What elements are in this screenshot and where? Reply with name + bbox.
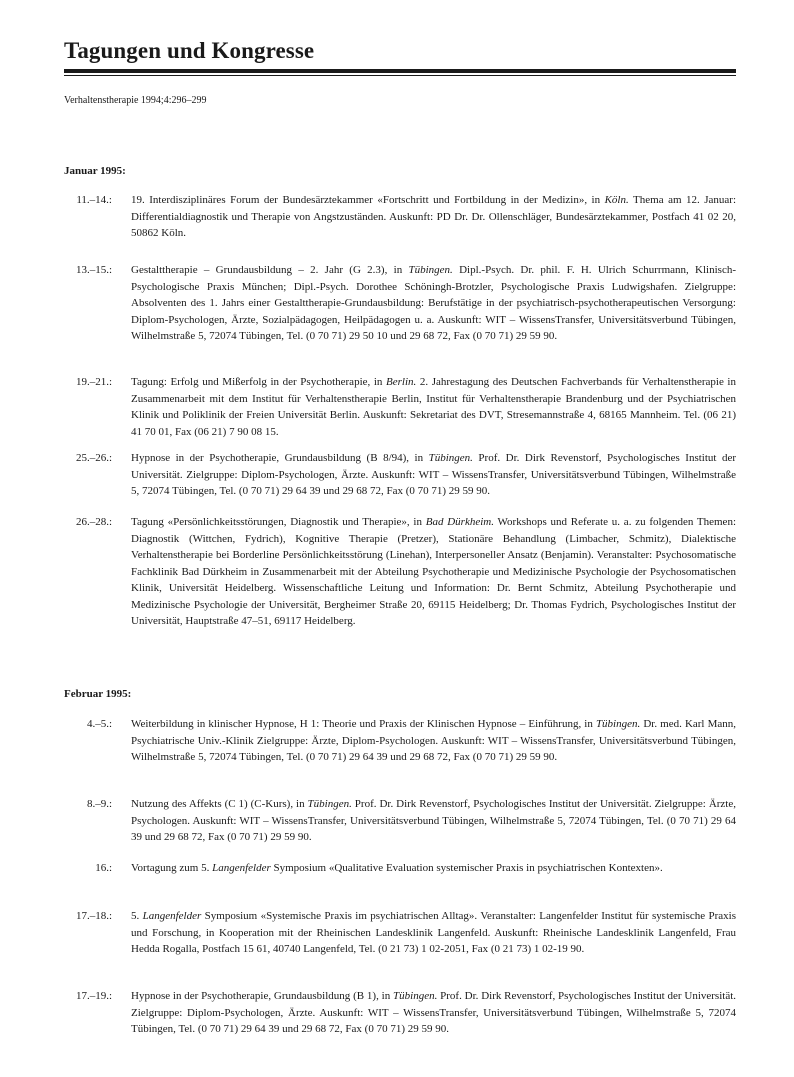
entry-text: Vortagung zum 5. Langenfelder Symposium «Qualitative Evaluation systemischer Praxis in psychiatrischen Kontexten». [131,862,663,874]
entry-date: 17.–19.: [75,990,112,1002]
month-heading-januar: Januar 1995: [64,165,126,177]
place-name: Tübingen. [393,990,438,1002]
entry-date: 19.–21.: [75,376,112,388]
title-rule-thick [64,69,736,73]
place-name: Tübingen. [595,718,641,730]
title-rule-thin [64,75,736,76]
entry-text: Gestalttherapie – Grundausbildung – 2. Jahr (G 2.3), in Tübingen. Dipl.-Psych. Dr. phil. F. H. Ulrich Schurrmann, Klinisch-Psychologische Praxis München; Dipl.-Psych. Dorothee Schöningh-Brotzler, Psychologische Praxis Ludwigshafen. Zielgruppe: Absolventen des 1. Jahrs einer Gestalttherapie-Grundausbildung: Berufstätige in der psychiatrisch-psychotherapeutischen Versorgung: Diplom-Psychologen, Ärzte, Sozialpädagogen, Heilpädagogen u. a. Auskunft: WIT – WissensTransfer, Universitätsverbund Tübingen, Wilhelmstraße 5, 72074 Tübingen, Tel. (0 70 71) 29 50 10 und 29 68 72, Fax (0 70 71) 29 59 90. [131,264,736,342]
month-heading-februar: Februar 1995: [64,688,132,700]
entry-date: 25.–26.: [75,452,112,464]
place-name: Tübingen. [307,798,352,810]
entry-date: 8.–9.: [86,798,112,810]
entry-text: Tagung «Persönlichkeitsstörungen, Diagnostik und Therapie», in Bad Dürkheim. Workshops und Referate u. a. zu folgenden Themen: Diagnostik (Wittchen, Fydrich), Kognitive Therapie (Pretzer), Stationäre Behandlung (Limbacher, Schmitz), Dialektische Verhaltenstherapie bei Borderline Persönlichkeitsstörung (Linehan), Interpersoneller Ansatz (Benjamin). Veranstalter: Psychosomatische Fachklinik Bad Dürkheim in Zusammenarbeit mit der Abteilung Psychotherapie und Medizinische Psychologie der Psychosomatischen Klinik, Universität Heidelberg. Wissenschaftliche Leitung und Information: Dr. Bernt Schmitz, Abteilung Psychotherapie und Medizinische Psychologie der Universität, Bergheimer Straße 20, 69115 Heidelberg; Dr. Thomas Fydrich, Psychologisches Institut der Universität, Hauptstraße 47–51, 69117 Heidelberg. [131,516,736,627]
entry-text: Weiterbildung in klinischer Hypnose, H 1: Theorie und Praxis der Klinischen Hypnose – Einführung, in Tübingen. Dr. med. Karl Mann, Psychiatrische Univ.-Klinik Zielgruppe: Ärzte, Diplom-Psychologen. Auskunft: WIT – WissensTransfer, Universitätsverbund Tübingen, Wilhelmstraße 5, 72074 Tübingen, Tel. (0 70 71) 29 64 39 und 29 68 72, Fax (0 70 71) 29 59 90. [131,718,736,763]
place-name: Bad Dürkheim. [425,516,494,528]
place-name: Berlin. [386,376,417,388]
entry-date: 13.–15.: [75,264,112,276]
entry-date: 4.–5.: [86,718,112,730]
place-name: Tübingen. [408,264,453,276]
entry-date: 16.: [95,862,112,874]
entry-date: 17.–18.: [75,910,112,922]
place-name: Tübingen. [428,452,473,464]
entry-text: Hypnose in der Psychotherapie, Grundausbildung (B 1), in Tübingen. Prof. Dr. Dirk Revenstorf, Psychologisches Institut der Universität. Zielgruppe: Diplom-Psychologen, Ärzte. Auskunft: WIT – WissensTransfer, Universitätsverbund Tübingen, Wilhelmstraße 5, 72074 Tübingen, Tel. (0 70 71) 29 64 39 und 29 68 72, Fax (0 70 71) 29 59 90. [131,990,737,1035]
entry-text: 19. Interdisziplinäres Forum der Bundesärztekammer «Fortschritt und Fortbildung in der Medizin», in Köln. Thema am 12. Januar: Differentialdiagnostik und Therapie von Angstzuständen. Auskunft: PD Dr. Dr. Ollenschläger, Bundesärztekammer, Postfach 41 02 20, 50862 Köln. [131,194,736,239]
entry-date: 11.–14.: [76,194,112,206]
journal-citation: Verhaltenstherapie 1994;4:296–299 [64,95,207,106]
page-title: Tagungen und Kongresse [64,38,315,63]
entry-date: 26.–28.: [75,516,112,528]
place-name: Langenfelder [212,862,271,874]
entry-text: Hypnose in der Psychotherapie, Grundausbildung (B 8/94), in Tübingen. Prof. Dr. Dirk Revenstorf, Psychologisches Institut der Universität. Zielgruppe: Diplom-Psychologen, Ärzte. Auskunft: WIT – WissensTransfer, Universitätsverbund Tübingen, Wilhelmstraße 5, 72074 Tübingen, Tel. (0 70 71) 29 64 39 und 29 68 72, Fax (0 70 71) 29 59 90. [131,452,736,497]
place-name: Köln. [604,194,629,206]
entry-text: Tagung: Erfolg und Mißerfolg in der Psychotherapie, in Berlin. 2. Jahrestagung des Deutschen Fachverbands für Verhaltenstherapie in Zusammenarbeit mit dem Institut für Verhaltenstherapie Berlin, Institut für Verhaltenstherapie Brandenburg und der Psychiatrischen Klinik und Poliklinik der Freien Universität Berlin. Auskunft: Sekretariat des DVT, Stresemannstraße 4, 68165 Mannheim. Tel. (06 21) 41 70 01, Fax (06 21) 7 90 08 15. [131,376,736,438]
entry-text: Nutzung des Affekts (C 1) (C-Kurs), in Tübingen. Prof. Dr. Dirk Revenstorf, Psychologisches Institut der Universität. Zielgruppe: Ärzte, Psychologen. Auskunft: WIT – WissensTransfer, Universitätsverbund Tübingen, Wilhelmstraße 5, 72074 Tübingen, Tel. (0 70 71) 29 64 39 und 29 68 72, Fax (0 70 71) 29 59 90. [131,798,736,843]
entry-text: 5. Langenfelder Symposium «Systemische Praxis im psychiatrischen Alltag». Veranstalter: Langenfelder Institut für systemische Praxis und Forschung, in Kooperation mit der Rheinischen Landesklinik Langenfeld. Auskunft: Rheinische Landesklinik Langenfeld, Frau Hedda Rogalla, Postfach 15 61, 40740 Langenfeld, Tel. (0 21 73) 1 02-2051, Fax (0 21 73) 1 02-19 90. [131,910,736,955]
place-name: Langenfelder [142,910,202,922]
